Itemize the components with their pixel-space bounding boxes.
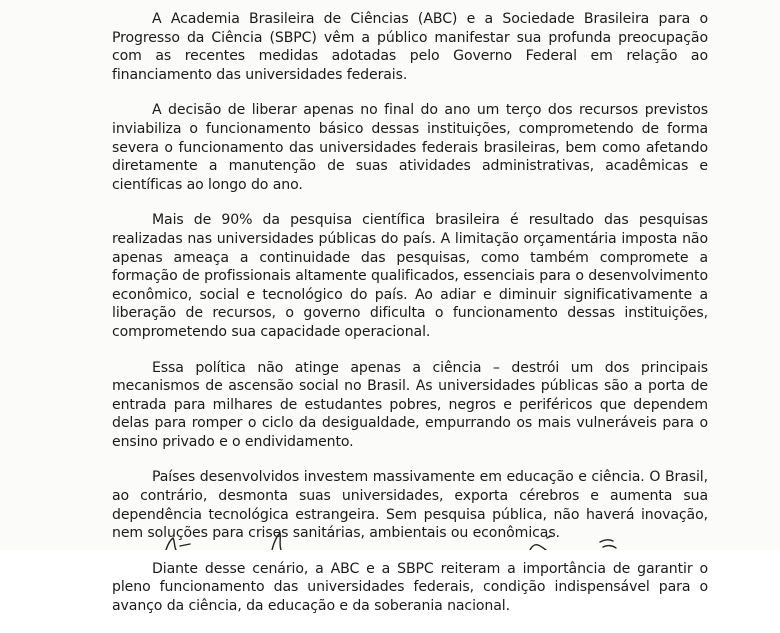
paragraph-4: Essa política não atinge apenas a ciência – destrói um dos principais mecanismos de ascensão social no Brasil. As universidades públicas são a porta de entrada para milhares de estudantes pobres, negros e periféricos que dependem delas para romper o ciclo da desigualdade, empurrando os mais vulneráveis para o ensino privado e o endividamento. [112,359,708,450]
signatures-image [0,530,780,550]
signature-left [166,533,281,550]
paragraph-5: Países desenvolvidos investem massivamente em educação e ciência. O Brasil, ao contrário, desmonta suas universidades, exporta cérebros e aumenta sua dependência tecnológica estrangeira. Sem pesquisa pública, não haverá inovação, nem soluções para crises sanitárias, ambientais ou econômicas. [112,469,708,542]
paragraph-2: A decisão de liberar apenas no final do ano um terço dos recursos previstos inviabiliza o funcionamento básico dessas instituições, comprometendo de forma severa o funcionamento das universidades federais brasileiras, bem como afetando diretamente a manutenção de suas atividades administrativas, acadêmicas e científicas ao longo do ano. [112,102,708,193]
paragraph-6: Diante desse cenário, a ABC e a SBPC reiteram a importância de garantir o pleno funcionamento das universidades federais, condição indispensável para o avanço da ciência, da educação e da soberania nacional. [112,560,708,615]
signatures-area [0,530,780,550]
signature-right [530,536,616,550]
paragraph-1: A Academia Brasileira de Ciências (ABC) e a Sociedade Brasileira para o Progresso da Ciência (SBPC) vêm a público manifestar sua profunda preocupação com as recentes medidas adotadas pelo Governo Federal em relação ao financiamento das universidades federais. [112,11,708,83]
paragraph-3: Mais de 90% da pesquisa científica brasileira é resultado das pesquisas realizadas nas universidades públicas do país. A limitação orçamentária imposta não apenas ameaça a continuidade das pesquisas, como também compromete a formação de profissionais altamente qualificados, essenciais para o desenvolvimento econômico, social e tecnológico do país. Ao adiar e diminuir significativamente a liberação de recursos, o governo dificulta o funcionamento dessas instituições, comprometendo sua capacidade operacional. [112,212,708,340]
